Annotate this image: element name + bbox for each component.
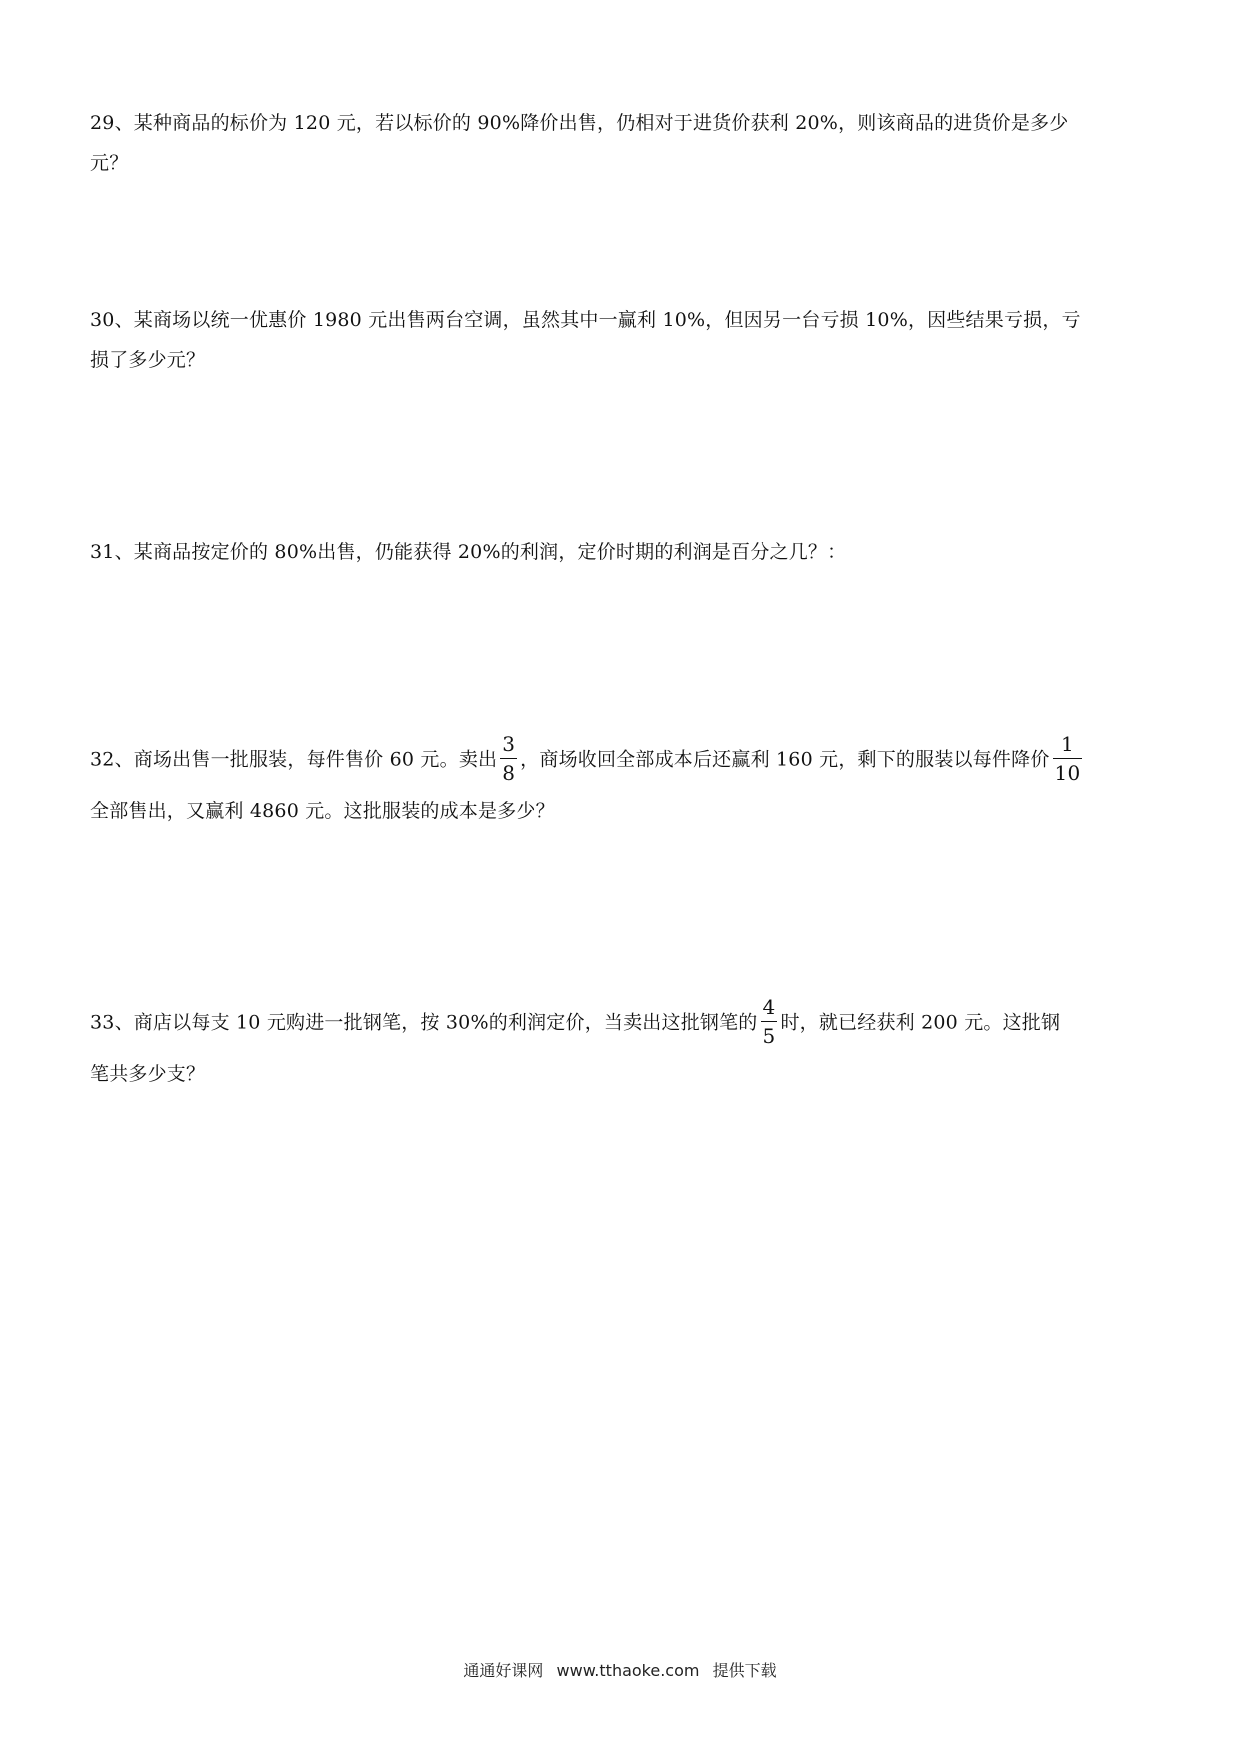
problem-31-line-1: 31、某商品按定价的 80%出售，仍能获得 20%的利润，定价时期的利润是百分之几？：: [90, 541, 847, 563]
fraction-numerator: 3: [502, 732, 516, 756]
problem-30-line-1: 30、某商场以统一优惠价 1980 元出售两台空调，虽然其中一赢利 10%，但因另一台亏损 10%，因些结果亏损，亏: [90, 309, 1081, 331]
problem-33-text-b: 时，就已经获利 200 元。这批钢: [780, 1011, 1061, 1034]
problem-33-line-2: 笔共多少支？: [90, 1063, 206, 1085]
footer-suffix: 提供下载: [712, 1661, 777, 1680]
fraction-denominator: 5: [762, 1024, 776, 1048]
problem-33: [90, 995, 1150, 1094]
footer-url[interactable]: www.tthaoke.com: [556, 1661, 700, 1680]
problem-32-line-1: [90, 732, 1150, 785]
problem-32-fraction-2: [1053, 734, 1083, 783]
problem-32-text-b: ，商场收回全部成本后还赢利 160 元，剩下的服装以每件降价: [520, 748, 1050, 771]
problem-32-line-2: 全部售出，又赢利 4860 元。这批服装的成本是多少？: [90, 800, 555, 822]
problem-32-fraction-1: [500, 734, 517, 783]
page-footer: [0, 1658, 1240, 1681]
problem-33-fraction-1: [761, 997, 778, 1046]
footer-site-name: 通通好课网: [463, 1661, 544, 1680]
fraction-denominator: 8: [502, 761, 516, 785]
problem-29: [90, 103, 1150, 183]
problem-32-text-a: 32、商场出售一批服装，每件售价 60 元。卖出: [90, 748, 498, 771]
problem-29-line-1: 29、某种商品的标价为 120 元，若以标价的 90%降价出售，仍相对于进货价获利 20%，则该商品的进货价是多少: [90, 112, 1069, 134]
problem-30-line-2: 损了多少元？: [90, 349, 206, 371]
fraction-numerator: 4: [762, 995, 776, 1019]
problem-32: [90, 732, 1150, 831]
problem-33-line-1: [90, 995, 1150, 1048]
problem-30: [90, 300, 1150, 380]
fraction-denominator: 10: [1054, 761, 1081, 785]
fraction-numerator: 1: [1060, 732, 1074, 756]
problem-29-line-2: 元？: [90, 152, 129, 174]
problem-33-text-a: 33、商店以每支 10 元购进一批钢笔，按 30%的利润定价，当卖出这批钢笔的: [90, 1011, 758, 1034]
problem-31: [90, 532, 1150, 572]
